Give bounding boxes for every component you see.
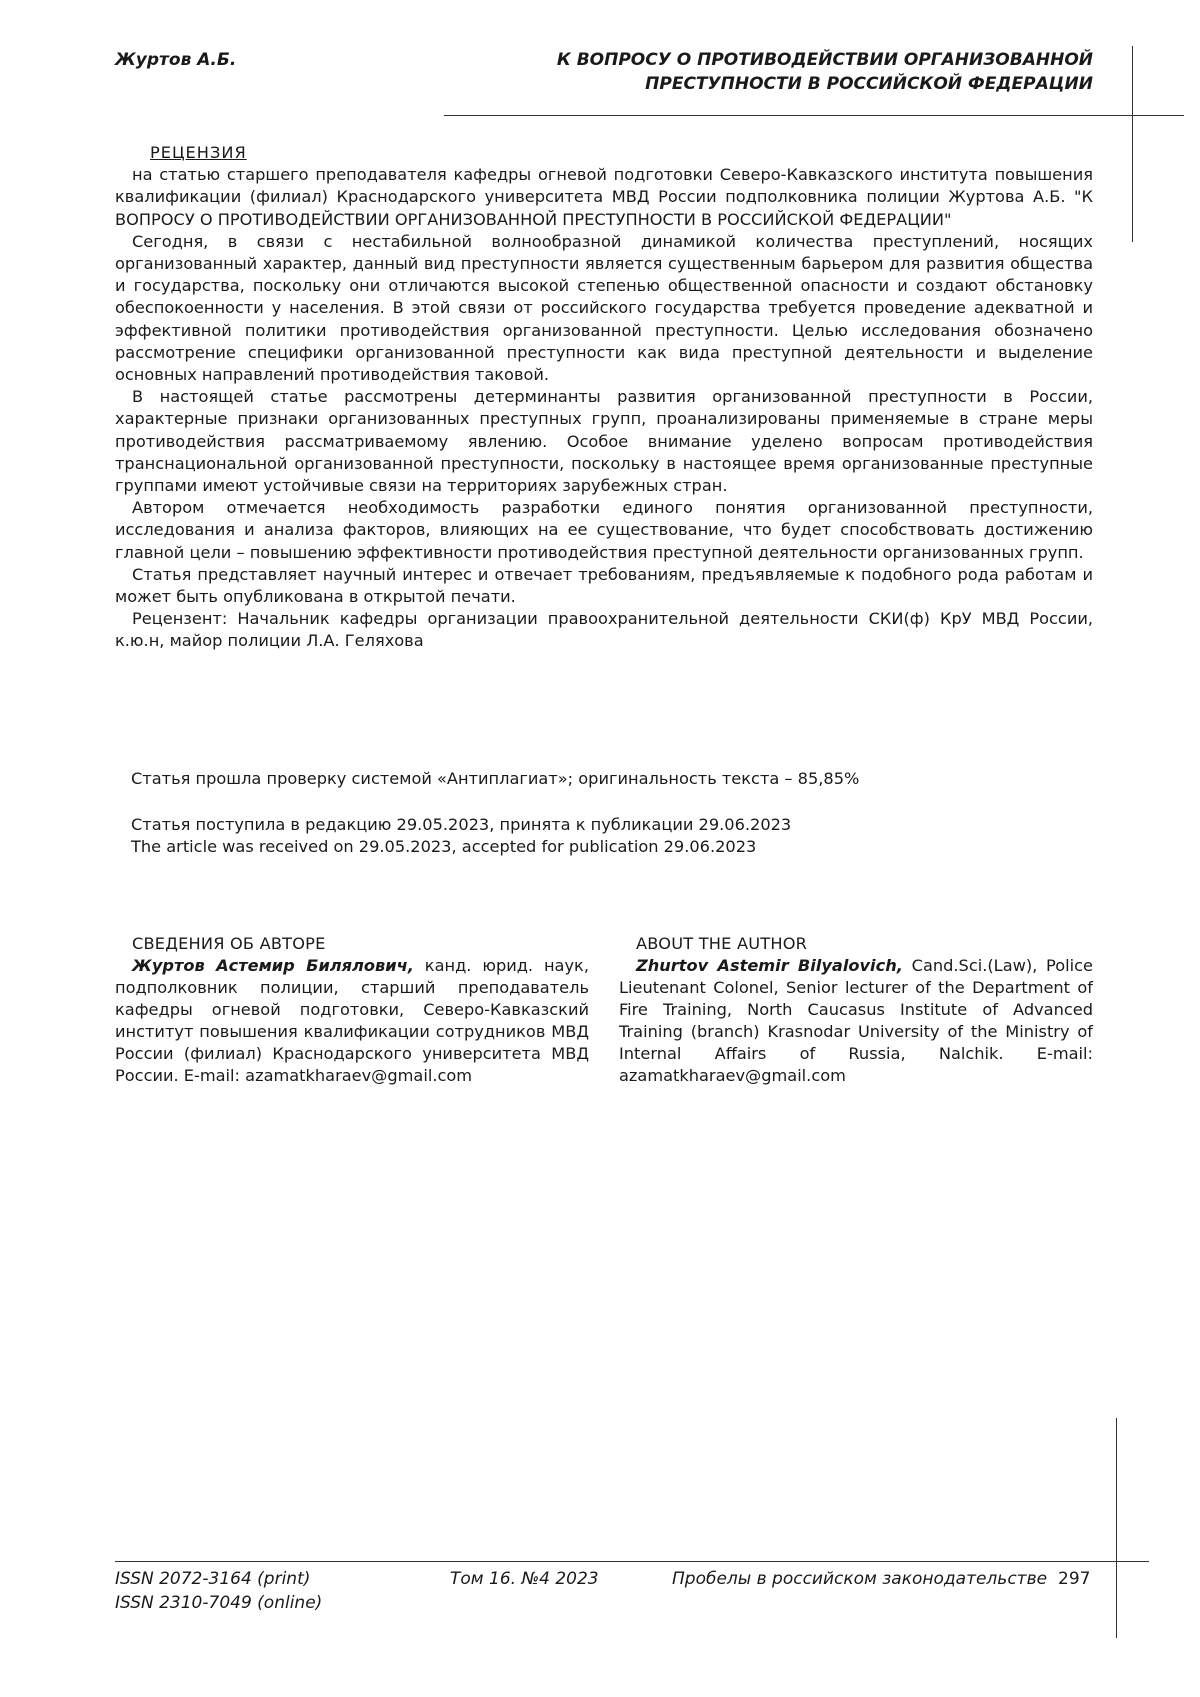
header-rule [444, 115, 1184, 116]
author-name-ru: Журтов Астемир Билялович, [132, 956, 414, 975]
review-paragraph: Автором отмечается необходимость разработки единого понятия организованной преступности, исследования и анализа факторов, влияющих на ее существование, что будет способствовать достижению главной цели – повышению эффективности противодействия преступной деятельности организованных групп. [115, 498, 1093, 562]
author-heading-ru: СВЕДЕНИЯ ОБ АВТОРЕ [132, 934, 326, 953]
review-paragraph: В настоящей статье рассмотрены детерминанты развития организованной преступности в России, характерные признаки организованных преступных групп, проанализированы применяемые в стране меры противодействия рассматриваемому явлению. Особое внимание уделено вопросам противодействия транснациональной организованной преступности, поскольку в настоящее время организованные преступные группами имеют устойчивые связи на территориях зарубежных стран. [115, 387, 1093, 496]
running-head-title-line1: К ВОПРОСУ О ПРОТИВОДЕЙСТВИИ ОРГАНИЗОВАННОЙ [556, 50, 1093, 70]
author-text-en [619, 955, 1093, 1087]
issn-print: ISSN 2072-3164 (print) [115, 1569, 311, 1589]
issn-online: ISSN 2310-7049 (online) [115, 1593, 323, 1613]
author-text-ru [115, 955, 589, 1087]
antiplagiat-note: Статья прошла проверку системой «Антиплагиат»; оригинальность текста – 85,85% [131, 769, 860, 788]
footer-volume: Том 16. №4 2023 [450, 1569, 599, 1589]
author-heading-en: ABOUT THE AUTHOR [636, 934, 808, 953]
page-number: 297 [1058, 1569, 1091, 1589]
footer-issn [115, 1567, 322, 1615]
running-head-author: Журтов А.Б. [115, 50, 237, 70]
running-head-title-line2: ПРЕСТУПНОСТИ В РОССИЙСКОЙ ФЕДЕРАЦИИ [645, 74, 1093, 94]
review-paragraph: Сегодня, в связи с нестабильной волнообразной динамикой количества преступлений, носящих организованный характер, данный вид преступности является существенным барьером для развития общества и государства, поскольку они отличаются высокой степенью общественной опасности и создают обстановку обеспокоенности у населения. В этой связи от российского государства требуется проведение адекватной и эффективной политики противодействия организованной преступности. Целью исследования обозначено рассмотрение специфики организованной преступности как вида преступной деятельности и выделение основных направлений противодействия таковой. [115, 231, 1093, 385]
article-status [131, 768, 1031, 858]
author-info-ru [115, 933, 589, 1087]
running-head-title [533, 48, 1093, 96]
received-date-en: The article was received on 29.05.2023, accepted for publication 29.06.2023 [131, 837, 757, 856]
footer-vertical-rule [1116, 1418, 1117, 1638]
author-info-en [619, 933, 1093, 1087]
review-paragraph: на статью старшего преподавателя кафедры огневой подготовки Северо-Кавказского института повышения квалификации (филиал) Краснодарского университета МВД России подполковника полиции Журтова А.Б. "К ВОПРОСУ О ПРОТИВОДЕЙСТВИИ ОРГАНИЗОВАННОЙ ПРЕСТУПНОСТИ В РОССИЙСКОЙ ФЕДЕРАЦИИ" [115, 165, 1093, 229]
author-name-en: Zhurtov Astemir Bilyalovich, [636, 956, 903, 975]
review-heading: РЕЦЕНЗИЯ [150, 143, 247, 162]
footer-rule [115, 1561, 1149, 1562]
review-body [115, 142, 1093, 653]
footer-journal-title: Пробелы в российском законодательстве [672, 1569, 1048, 1589]
author-details-en: Cand.Sci.(Law), Police Lieutenant Colonel, Senior lecturer of the Department of Fire Training, North Caucasus Institute of Advanced Training (branch) Krasnodar University of the Ministry of Internal Affairs of Russia, Nalchik. E-mail: azamatkharaev@gmail.com [619, 956, 1093, 1085]
header-vertical-rule [1132, 46, 1133, 242]
reviewer-signature: Рецензент: Начальник кафедры организации правоохранительной деятельности СКИ(ф) КрУ МВД России, к.ю.н, майор полиции Л.А. Геляхова [115, 609, 1093, 651]
received-date-ru: Статья поступила в редакцию 29.05.2023, принята к публикации 29.06.2023 [131, 815, 792, 834]
author-details-ru: канд. юрид. наук, подполковник полиции, старший преподаватель кафедры огневой подготовки, Северо-Кавказский институт повышения квалификации сотрудников МВД России (филиал) Краснодарского университета МВД России. E-mail: azamatkharaev@gmail.com [115, 956, 589, 1085]
review-paragraph: Статья представляет научный интерес и отвечает требованиям, предъявляемые к подобного рода работам и может быть опубликована в открытой печати. [115, 564, 1093, 607]
